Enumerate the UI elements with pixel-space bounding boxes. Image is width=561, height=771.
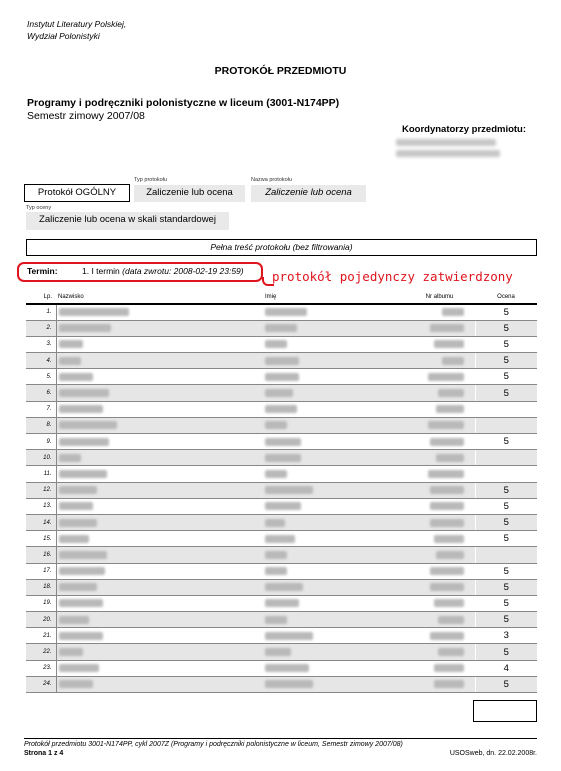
- row-first-name: [263, 304, 404, 320]
- redacted-text: [59, 664, 99, 672]
- row-album-number: [404, 498, 475, 514]
- redacted-text: [265, 664, 309, 672]
- row-first-name: [263, 676, 404, 692]
- redacted-text: [59, 551, 107, 559]
- term-label: Termin:: [27, 266, 58, 276]
- redacted-text: [59, 340, 83, 348]
- redacted-text: [430, 324, 464, 332]
- row-surname: [56, 304, 263, 320]
- faculty-name: Wydział Polonistyki: [27, 31, 100, 41]
- table-row: [26, 450, 537, 466]
- redacted-text: [265, 421, 287, 429]
- table-row: [26, 531, 537, 547]
- row-surname: [56, 563, 263, 579]
- row-grade: 5: [475, 369, 537, 385]
- protocol-name-value: Zaliczenie lub ocena: [251, 185, 366, 202]
- table-row: [26, 514, 537, 530]
- term-deadline: (data zwrotu: 2008-02-19 23:59): [122, 266, 244, 276]
- row-grade: 5: [475, 304, 537, 320]
- redacted-text: [265, 648, 291, 656]
- redacted-text: [265, 438, 301, 446]
- redacted-text: [265, 535, 295, 543]
- row-grade: 5: [475, 498, 537, 514]
- redacted-text: [430, 519, 464, 527]
- table-row: [26, 320, 537, 336]
- row-first-name: [263, 450, 404, 466]
- header-surname: Nazwisko: [56, 291, 263, 304]
- row-album-number: [404, 369, 475, 385]
- redacted-text: [59, 421, 117, 429]
- row-album-number: [404, 434, 475, 450]
- table-row: [26, 417, 537, 433]
- redacted-text: [442, 308, 464, 316]
- row-lp: 23.: [26, 660, 56, 676]
- row-album-number: [404, 579, 475, 595]
- row-surname: [56, 498, 263, 514]
- header-grade: Ocena: [475, 291, 537, 304]
- table-row: [26, 628, 537, 644]
- footer-page-number: Strona 1 z 4: [24, 750, 64, 757]
- row-grade: 5: [475, 482, 537, 498]
- redacted-text: [430, 583, 464, 591]
- table-row: [26, 676, 537, 692]
- redacted-text: [434, 599, 464, 607]
- redacted-text: [265, 599, 299, 607]
- row-first-name: [263, 434, 404, 450]
- row-first-name: [263, 579, 404, 595]
- redacted-text: [434, 680, 464, 688]
- row-lp: 9.: [26, 434, 56, 450]
- row-lp: 21.: [26, 628, 56, 644]
- grade-type-value: Zaliczenie lub ocena w skali standardowej: [26, 212, 229, 230]
- row-first-name: [263, 612, 404, 628]
- grade-type-label: Typ oceny: [26, 205, 52, 211]
- row-album-number: [404, 385, 475, 401]
- table-row: [26, 482, 537, 498]
- row-surname: [56, 514, 263, 530]
- row-lp: 8.: [26, 417, 56, 433]
- table-row: [26, 336, 537, 352]
- row-album-number: [404, 676, 475, 692]
- row-grade: 5: [475, 676, 537, 692]
- row-grade: 5: [475, 644, 537, 660]
- redacted-text: [265, 486, 313, 494]
- row-album-number: [404, 450, 475, 466]
- row-surname: [56, 434, 263, 450]
- redacted-text: [265, 454, 301, 462]
- row-lp: 10.: [26, 450, 56, 466]
- row-surname: [56, 401, 263, 417]
- row-album-number: [404, 644, 475, 660]
- redacted-text: [442, 357, 464, 365]
- redacted-text: [436, 454, 464, 462]
- row-grade: [475, 417, 537, 433]
- table-row: [26, 434, 537, 450]
- row-first-name: [263, 482, 404, 498]
- row-first-name: [263, 320, 404, 336]
- header-name: Imię: [263, 291, 404, 304]
- redacted-text: [59, 519, 97, 527]
- row-first-name: [263, 385, 404, 401]
- row-lp: 11.: [26, 466, 56, 482]
- row-lp: 12.: [26, 482, 56, 498]
- row-lp: 5.: [26, 369, 56, 385]
- row-first-name: [263, 369, 404, 385]
- row-lp: 17.: [26, 563, 56, 579]
- row-album-number: [404, 401, 475, 417]
- redacted-text: [59, 324, 111, 332]
- header-album: Nr albumu: [404, 291, 475, 304]
- row-surname: [56, 595, 263, 611]
- redacted-text: [59, 357, 81, 365]
- row-surname: [56, 369, 263, 385]
- row-surname: [56, 628, 263, 644]
- redacted-text: [438, 616, 464, 624]
- institution-name: Instytut Literatury Polskiej,: [27, 19, 127, 29]
- row-surname: [56, 547, 263, 563]
- row-grade: 5: [475, 434, 537, 450]
- redacted-text: [265, 340, 287, 348]
- row-grade: [475, 401, 537, 417]
- redacted-text: [265, 502, 301, 510]
- row-lp: 1.: [26, 304, 56, 320]
- row-lp: 3.: [26, 336, 56, 352]
- row-album-number: [404, 628, 475, 644]
- table-row: [26, 385, 537, 401]
- redacted-text: [265, 680, 313, 688]
- row-surname: [56, 612, 263, 628]
- redacted-text: [59, 567, 105, 575]
- row-grade: 4: [475, 660, 537, 676]
- table-row: [26, 369, 537, 385]
- row-surname: [56, 353, 263, 369]
- row-album-number: [404, 482, 475, 498]
- full-content-row: Pełna treść protokołu (bez filtrowania): [26, 239, 537, 256]
- row-album-number: [404, 595, 475, 611]
- row-surname: [56, 482, 263, 498]
- redacted-text: [265, 324, 297, 332]
- redacted-text: [265, 616, 287, 624]
- row-grade: [475, 466, 537, 482]
- redacted-text: [59, 405, 103, 413]
- header-lp: Lp.: [26, 291, 56, 304]
- row-grade: 5: [475, 563, 537, 579]
- redacted-text: [438, 648, 464, 656]
- row-grade: [475, 450, 537, 466]
- redacted-text: [428, 470, 464, 478]
- row-surname: [56, 660, 263, 676]
- row-lp: 18.: [26, 579, 56, 595]
- row-album-number: [404, 612, 475, 628]
- row-surname: [56, 417, 263, 433]
- table-row: [26, 644, 537, 660]
- course-title: Programy i podręczniki polonistyczne w liceum (3001-N174PP): [27, 97, 340, 109]
- redacted-text: [59, 632, 103, 640]
- row-surname: [56, 320, 263, 336]
- redacted-text: [59, 599, 103, 607]
- row-grade: 5: [475, 320, 537, 336]
- row-surname: [56, 385, 263, 401]
- redacted-text: [59, 438, 109, 446]
- redacted-text: [430, 486, 464, 494]
- table-header-row: [26, 291, 537, 304]
- protocol-name-label: Nazwa protokołu: [251, 177, 292, 183]
- table-row: [26, 401, 537, 417]
- row-first-name: [263, 660, 404, 676]
- table-row: [26, 547, 537, 563]
- redacted-text: [59, 680, 93, 688]
- row-lp: 15.: [26, 531, 56, 547]
- row-first-name: [263, 563, 404, 579]
- redacted-text: [59, 648, 83, 656]
- row-lp: 20.: [26, 612, 56, 628]
- redacted-text: [59, 470, 107, 478]
- redacted-text: [430, 632, 464, 640]
- redacted-text: [59, 308, 129, 316]
- footer-divider: [24, 738, 537, 739]
- row-surname: [56, 450, 263, 466]
- redacted-text: [428, 373, 464, 381]
- row-surname: [56, 644, 263, 660]
- redacted-text: [430, 438, 464, 446]
- redacted-text: [59, 454, 81, 462]
- redacted-text: [265, 405, 297, 413]
- row-grade: [475, 547, 537, 563]
- table-row: [26, 304, 537, 320]
- row-album-number: [404, 304, 475, 320]
- redacted-text: [265, 308, 307, 316]
- row-surname: [56, 676, 263, 692]
- table-row: [26, 595, 537, 611]
- institution-header: [27, 18, 126, 42]
- redacted-text: [59, 486, 97, 494]
- redacted-text: [59, 373, 93, 381]
- row-lp: 14.: [26, 514, 56, 530]
- redacted-text: [59, 502, 93, 510]
- row-grade: 5: [475, 514, 537, 530]
- row-lp: 7.: [26, 401, 56, 417]
- row-lp: 6.: [26, 385, 56, 401]
- row-first-name: [263, 417, 404, 433]
- redacted-text: [428, 421, 464, 429]
- redacted-text: [265, 567, 287, 575]
- redacted-text: [430, 567, 464, 575]
- row-surname: [56, 579, 263, 595]
- table-row: [26, 660, 537, 676]
- row-grade: 5: [475, 531, 537, 547]
- row-first-name: [263, 498, 404, 514]
- protocol-kind: Protokół OGÓLNY: [24, 184, 130, 202]
- coordinator-name-redacted: [396, 150, 500, 157]
- row-surname: [56, 336, 263, 352]
- row-first-name: [263, 644, 404, 660]
- redacted-text: [59, 616, 89, 624]
- redacted-text: [59, 389, 109, 397]
- redacted-text: [265, 373, 299, 381]
- table-row: [26, 466, 537, 482]
- row-lp: 24.: [26, 676, 56, 692]
- row-album-number: [404, 353, 475, 369]
- row-grade: 5: [475, 595, 537, 611]
- row-album-number: [404, 336, 475, 352]
- table-row: [26, 579, 537, 595]
- row-album-number: [404, 417, 475, 433]
- redacted-text: [265, 470, 287, 478]
- redacted-text: [436, 405, 464, 413]
- redacted-text: [265, 389, 293, 397]
- redacted-text: [434, 535, 464, 543]
- row-first-name: [263, 353, 404, 369]
- table-row: [26, 353, 537, 369]
- row-album-number: [404, 660, 475, 676]
- redacted-text: [434, 340, 464, 348]
- redacted-text: [265, 519, 285, 527]
- row-grade: 5: [475, 353, 537, 369]
- row-first-name: [263, 466, 404, 482]
- footer-description: Protokół przedmiotu 3001-N174PP, cykl 2007Z (Programy i podręczniki polonistyczne w liceum, Semestr zimowy 2007/08): [24, 741, 403, 748]
- row-first-name: [263, 595, 404, 611]
- table-row: [26, 498, 537, 514]
- row-first-name: [263, 514, 404, 530]
- row-lp: 2.: [26, 320, 56, 336]
- coordinator-name-redacted: [396, 139, 496, 146]
- row-first-name: [263, 547, 404, 563]
- redacted-text: [265, 357, 299, 365]
- redacted-text: [59, 583, 97, 591]
- protocol-type-label: Typ protokołu: [134, 177, 168, 183]
- footer-system: USOSweb, dn. 22.02.2008r.: [449, 750, 537, 757]
- protocol-type-value: Zaliczenie lub ocena: [134, 185, 245, 202]
- row-grade: 5: [475, 612, 537, 628]
- row-album-number: [404, 514, 475, 530]
- row-lp: 13.: [26, 498, 56, 514]
- term-text: 1. I termin (data zwrotu: 2008-02-19 23:59): [82, 266, 244, 276]
- row-surname: [56, 531, 263, 547]
- row-album-number: [404, 320, 475, 336]
- row-first-name: [263, 336, 404, 352]
- redacted-text: [438, 389, 464, 397]
- row-lp: 16.: [26, 547, 56, 563]
- redacted-text: [59, 535, 89, 543]
- row-first-name: [263, 401, 404, 417]
- row-grade: 5: [475, 385, 537, 401]
- row-first-name: [263, 531, 404, 547]
- row-album-number: [404, 563, 475, 579]
- redacted-text: [265, 551, 287, 559]
- semester: Semestr zimowy 2007/08: [27, 110, 145, 122]
- redacted-text: [436, 551, 464, 559]
- row-grade: 5: [475, 579, 537, 595]
- redacted-text: [430, 502, 464, 510]
- row-lp: 4.: [26, 353, 56, 369]
- table-row: [26, 612, 537, 628]
- row-grade: 3: [475, 628, 537, 644]
- approval-annotation: protokół pojedynczy zatwierdzony: [272, 269, 513, 284]
- row-first-name: [263, 628, 404, 644]
- redacted-text: [434, 664, 464, 672]
- redacted-text: [265, 632, 313, 640]
- row-album-number: [404, 531, 475, 547]
- row-grade: 5: [475, 336, 537, 352]
- row-album-number: [404, 547, 475, 563]
- table-row: [26, 563, 537, 579]
- page-title: PROTOKÓŁ PRZEDMIOTU: [214, 65, 347, 77]
- row-lp: 19.: [26, 595, 56, 611]
- row-album-number: [404, 466, 475, 482]
- row-surname: [56, 466, 263, 482]
- students-table: [26, 291, 537, 693]
- coordinators-label: Koordynatorzy przedmiotu:: [402, 124, 527, 135]
- redacted-text: [265, 583, 303, 591]
- row-lp: 22.: [26, 644, 56, 660]
- summary-box: [473, 700, 537, 722]
